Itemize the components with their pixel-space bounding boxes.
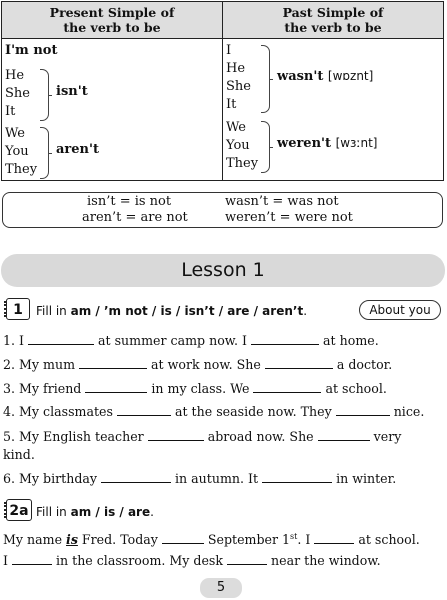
answer-blank[interactable] bbox=[28, 332, 94, 345]
notebook-spiral-icon bbox=[4, 502, 10, 518]
answer-blank[interactable] bbox=[85, 380, 147, 393]
exercise-1-line-3: 3. My friend in my class. We at school. bbox=[3, 381, 387, 396]
exercise-1-badge: 1 bbox=[6, 298, 30, 320]
exercise-1-line-6: 6. My birthday in autumn. It in winter. bbox=[3, 471, 397, 486]
exercise-1-line-5: 5. My English teacher abroad now. She very bbox=[3, 429, 402, 444]
arent-form: aren't bbox=[56, 142, 99, 157]
present-column bbox=[2, 39, 223, 181]
present-group-he-she-it: He She It bbox=[5, 68, 30, 119]
answer-blank[interactable] bbox=[12, 552, 52, 565]
past-simple-header: Past Simple of the verb to be bbox=[223, 2, 444, 39]
answer-blank[interactable] bbox=[162, 531, 204, 544]
isnt-contraction: isn’t = is not bbox=[87, 194, 172, 209]
lesson-title: Lesson 1 bbox=[1, 254, 445, 287]
arent-contraction: aren’t = are not bbox=[82, 210, 188, 225]
werent-form: weren't [wɜːnt] bbox=[277, 136, 378, 151]
answer-blank[interactable] bbox=[251, 332, 319, 345]
answer-blank[interactable] bbox=[265, 356, 333, 369]
exercise-1-line-5-cont: kind. bbox=[3, 447, 35, 462]
answer-blank[interactable] bbox=[79, 356, 147, 369]
answer-blank[interactable] bbox=[227, 552, 267, 565]
answer-blank[interactable] bbox=[336, 403, 390, 416]
exercise-2a-badge: 2a bbox=[6, 499, 32, 521]
answer-blank[interactable] bbox=[117, 403, 171, 416]
answer-blank[interactable] bbox=[253, 380, 321, 393]
present-group-we-you-they: We You They bbox=[5, 126, 38, 177]
werent-contraction: weren’t = were not bbox=[225, 210, 353, 225]
brace bbox=[261, 45, 270, 113]
brace bbox=[40, 69, 49, 121]
past-group-we-you-they: We You They bbox=[226, 120, 259, 171]
exercise-1-line-2: 2. My mum at work now. She a doctor. bbox=[3, 357, 393, 372]
grammar-table bbox=[1, 1, 444, 181]
exercise-1-line-1: 1. I at summer camp now. I at home. bbox=[3, 333, 379, 348]
isnt-form: isn't bbox=[56, 84, 88, 99]
im-not-row: I'm not bbox=[5, 43, 58, 58]
answer-blank[interactable] bbox=[262, 470, 332, 483]
answer-blank[interactable] bbox=[314, 531, 354, 544]
wasnt-form: wasn't [wɒznt] bbox=[277, 69, 374, 84]
exercise-1-line-4: 4. My classmates at the seaside now. They nice. bbox=[3, 404, 425, 419]
answer-blank[interactable] bbox=[318, 428, 370, 441]
past-column bbox=[223, 39, 444, 181]
page-number: 5 bbox=[200, 578, 242, 598]
brace bbox=[261, 121, 270, 173]
exercise-1-instruction: Fill in am / ’m not / is / isn’t / are / aren’t. bbox=[36, 304, 308, 318]
exercise-2a-instruction: Fill in am / is / are. bbox=[36, 505, 154, 519]
present-simple-header: Present Simple of the verb to be bbox=[2, 2, 223, 39]
about-you-badge: About you bbox=[359, 300, 441, 320]
answer-blank[interactable] bbox=[101, 470, 171, 483]
exercise-2a-line-1: My name is Fred. Today September 1st. I at school. bbox=[3, 532, 420, 548]
contractions-box bbox=[2, 192, 443, 228]
past-group-i-he-she-it: I He She It bbox=[226, 43, 251, 112]
answer-blank[interactable] bbox=[148, 428, 204, 441]
notebook-spiral-icon bbox=[4, 301, 10, 317]
wasnt-contraction: wasn’t = was not bbox=[225, 194, 339, 209]
exercise-2a-line-2: I in the classroom. My desk near the window. bbox=[3, 553, 381, 568]
brace bbox=[40, 127, 49, 179]
